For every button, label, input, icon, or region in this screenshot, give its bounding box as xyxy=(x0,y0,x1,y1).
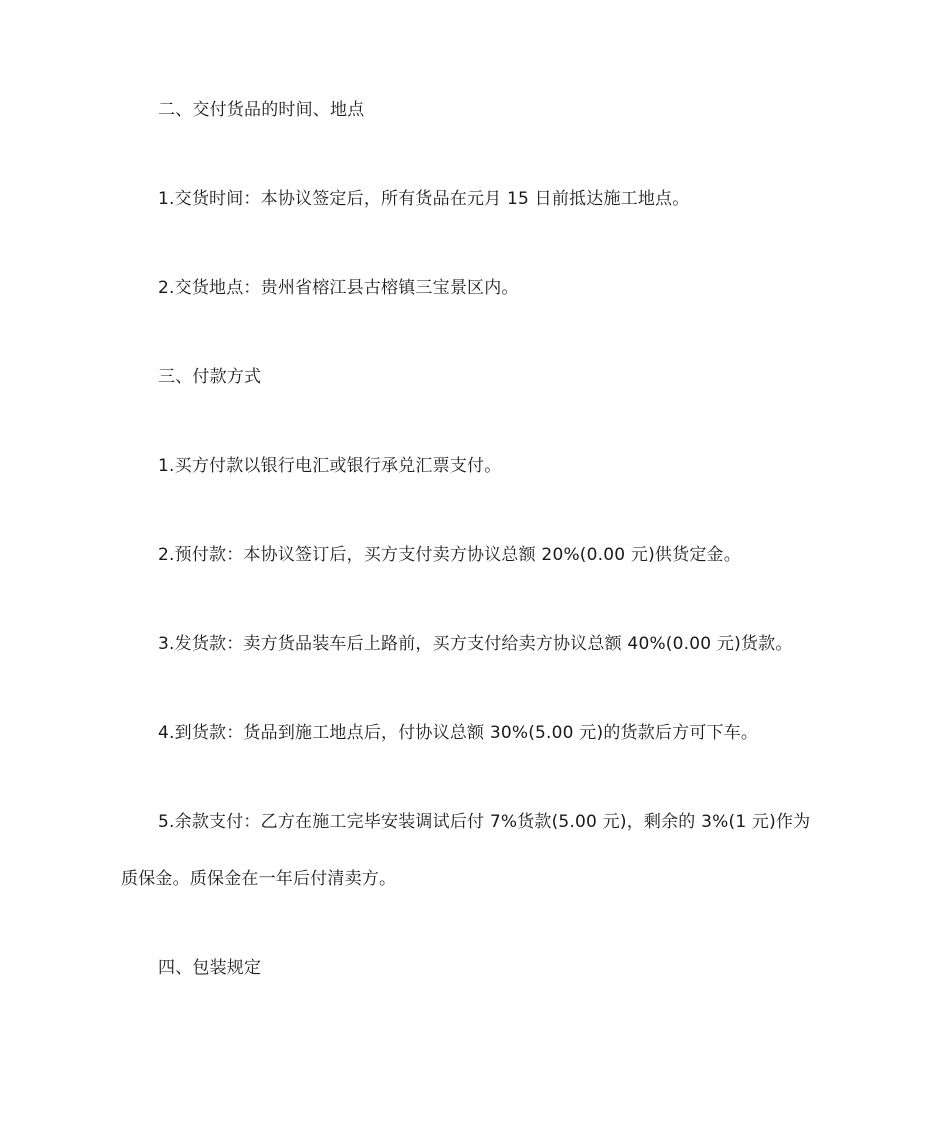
section-heading-packaging: 四、包装规定 xyxy=(158,958,262,978)
paragraph-payment-method: 1.买方付款以银行电汇或银行承兑汇票支付。 xyxy=(158,456,502,476)
section-heading-payment: 三、付款方式 xyxy=(158,367,262,387)
paragraph-shipment-payment: 3.发货款：卖方货品装车后上路前，买方支付给卖方协议总额 40%(0.00 元)货款。 xyxy=(158,634,793,654)
paragraph-arrival-payment: 4.到货款：货品到施工地点后，付协议总额 30%(5.00 元)的货款后方可下车。 xyxy=(158,723,759,743)
paragraph-delivery-time: 1.交货时间：本协议签定后，所有货品在元月 15 日前抵达施工地点。 xyxy=(158,189,690,209)
section-heading-delivery: 二、交付货品的时间、地点 xyxy=(158,100,365,120)
paragraph-delivery-place: 2.交货地点：贵州省榕江县古榕镇三宝景区内。 xyxy=(158,278,519,298)
paragraph-balance-payment: 5.余款支付：乙方在施工完毕安装调试后付 7%货款(5.00 元)，剩余的 3%(1 元)作为 xyxy=(158,812,811,832)
paragraph-balance-payment-continued: 质保金。质保金在一年后付清卖方。 xyxy=(121,869,397,889)
paragraph-advance-payment: 2.预付款：本协议签订后，买方支付卖方协议总额 20%(0.00 元)供货定金。 xyxy=(158,545,741,565)
